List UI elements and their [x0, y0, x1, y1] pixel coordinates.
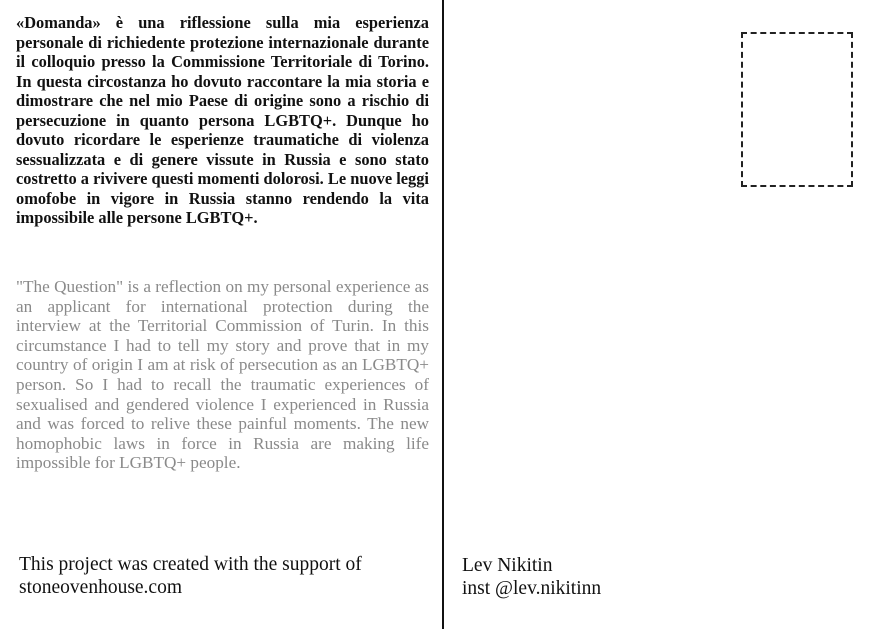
italian-description: «Domanda» è una riflessione sulla mia esperienza personale di richiedente protezione internazionale durante il colloquio presso la Commissione Territoriale di Torino. In questa circostanza ho dovuto raccontare la mia storia e dimostrare che nel mio Paese di origine sono a rischio di persecuzione in quanto persona LGBTQ+. Dunque ho dovuto ricordare le esperienze traumatiche di violenza sessualizzata e di genere vissute in Russia e sono stato costretto a rivivere questi momenti dolorosi. Le nuove leggi omofobe in vigore in Russia stanno rendendo la vita impossibile alle persone LGBTQ+. [16, 13, 429, 227]
support-credit [19, 553, 429, 599]
author-name: Lev Nikitin [462, 555, 553, 576]
stamp-placeholder [741, 32, 853, 187]
author-instagram: inst @lev.nikitinn [462, 577, 602, 599]
center-divider [442, 0, 444, 629]
english-description: "The Question" is a reflection on my personal experience as an applicant for international protection during the interview at the Territorial Commission of Turin. In this circumstance I had to tell my story and prove that in my country of origin I am at risk of persecution as an LGBTQ+ person. So I had to recall the traumatic experiences of sexualised and gendered violence I experienced in Russia and was forced to relive these painful moments. The new homophobic laws in force in Russia are making life impossible for LGBTQ+ people. [16, 277, 429, 473]
author-block [462, 555, 601, 600]
support-credit-line: This project was created with the support of [19, 554, 362, 575]
support-website: stoneovenhouse.com [19, 577, 183, 598]
